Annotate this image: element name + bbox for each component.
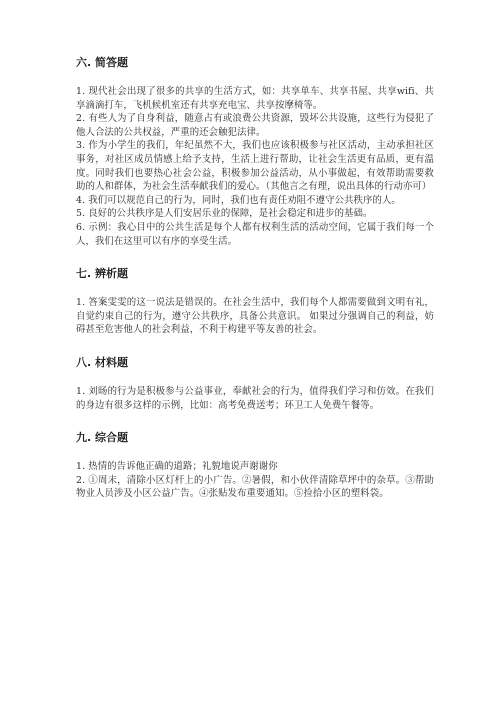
section-material xyxy=(76,356,434,412)
answer-paragraph: 1. 刘旸的行为是积极参与公益事业，奉献社会的行为，值得我们学习和仿效。在我们的身边有很多这样的示例，比如：高考免费送考；环卫工人免费午餐等。 xyxy=(76,385,434,411)
answer-paragraph: 2. ①周末，清除小区灯杆上的小广告。②暑假，和小伙伴清除草坪中的杂草。③帮助物业人员涉及小区公益广告。④张贴发布重要通知。⑤捡拾小区的塑料袋。 xyxy=(76,474,434,500)
answer-paragraph: 1. 答案雯雯的这一说法是错误的。在社会生活中，我们每个人都需要做到文明有礼，自觉约束自己的行为，遵守公共秩序，具备公共意识。 如果过分强调自己的利益，妨碍甚至危害他人的社会利益，不利于构建平等友善的社会。 xyxy=(76,297,434,336)
section-title: 九. 综合题 xyxy=(76,431,129,445)
answer-paragraph: 3. 作为小学生的我们，年纪虽然不大，我们也应该积极参与社区活动，主动承担社区事务，对社区成员情感上给予支持，生活上进行帮助，让社会生活更有品质，更有温度。同时我们也要热心社会公益，积极参加公益活动，从小事做起，有效帮助需要救助的人和群体，为社会生活奉献我们的爱心。（其他言之有理，说出具体的行动亦可） xyxy=(76,140,434,193)
section-title: 八. 材料题 xyxy=(76,355,129,369)
answer-paragraph: 4. 我们可以规范自己的行为，同时，我们也有责任劝阻不遵守公共秩序的人。 xyxy=(76,194,401,206)
section-title: 七. 辨析题 xyxy=(76,267,129,281)
section-comprehensive xyxy=(76,431,434,501)
section-short-answer xyxy=(76,56,434,248)
answer-paragraph: 6. 示例：我心目中的公共生活是每个人都有权利生活的活动空间，它属于我们每一个人，我们在这里可以有序的享受生活。 xyxy=(76,221,434,247)
answer-paragraph: 1. 热情的告诉他正确的道路；礼貌地说声谢谢你 xyxy=(76,461,278,473)
answer-sheet-page xyxy=(76,56,434,501)
answer-paragraph: 5. 良好的公共秩序是人们安居乐业的保障，是社会稳定和进步的基础。 xyxy=(76,208,373,220)
answer-paragraph: 2. 有些人为了自身利益，随意占有或浪费公共资源，毁坏公共设施，这些行为侵犯了他人合法的公共权益，严重的还会触犯法律。 xyxy=(76,113,434,138)
section-title: 六. 简答题 xyxy=(76,56,129,69)
answer-paragraph: 1. 现代社会出现了很多的共享的生活方式，如：共享单车、共享书屋、共享wifi、共享滴滴打车，飞机候机室还有共享充电宝、共享按摩椅等。 xyxy=(76,86,434,111)
section-analysis xyxy=(76,267,434,337)
